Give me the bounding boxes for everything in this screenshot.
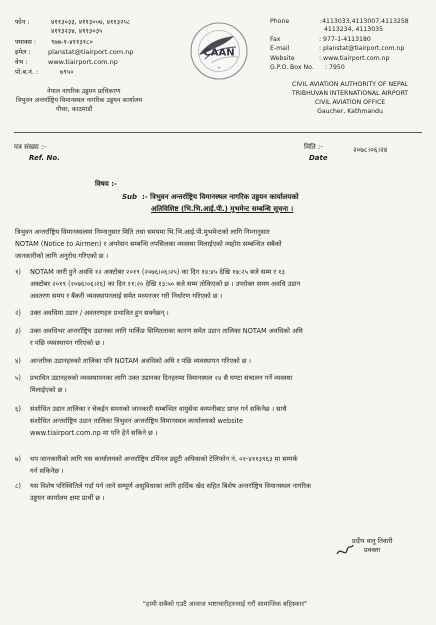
- header-fax: ९७७-१-४११३१८०: [51, 38, 93, 46]
- header-website-en: : www.tiairport.com.np: [319, 55, 390, 62]
- header-phone-en-2: 4113234, 4113035: [324, 26, 384, 33]
- header-phone-2: ४११३२३४, ४११३०३५: [51, 27, 103, 35]
- header-org-en-2: TRIBHUVAN INTERNATIONAL AIRPORT: [291, 90, 409, 97]
- header-org-np-2: त्रिभुवन अन्तर्राष्ट्रिय विमानस्थल नागरिक उड्डयन कार्यालय: [16, 97, 143, 104]
- paragraph-7-line-2: गर्न सकिनेछ ।: [30, 467, 64, 475]
- paragraph-4-number: ४): [15, 357, 22, 365]
- paragraph-6-line-2: संशोधित अन्तर्राष्ट्रिय उडान तालिका त्रिभुवन अन्तर्राष्ट्रिय विमानस्थल कार्यालयको website: [30, 417, 244, 425]
- header-fax-en: : 977-1-4113180: [319, 36, 371, 43]
- header-email-en-label: E-mail: [270, 45, 290, 52]
- paragraph-2-number: २): [15, 309, 22, 317]
- header-org-en-1: CIVIL AVIATION AUTHORITY OF NEPAL: [292, 81, 408, 88]
- signature-name: प्रदीप वानु तिवारी: [352, 537, 393, 545]
- paragraph-5-number: ५): [15, 374, 22, 382]
- header-phone-en-label: Phone: [270, 18, 290, 25]
- patra-sankhya-label: पत्र संख्या :-: [14, 143, 46, 151]
- miti-label: मिति :-: [304, 143, 323, 151]
- paragraph-3-line-2: र पछि व्यवस्थापन गरिएको छ ।: [30, 339, 105, 347]
- header-org-en-3: CIVIL AVIATION OFFICE: [314, 99, 386, 106]
- header-org-en-4: Gaucher, Kathmandu: [317, 108, 383, 115]
- header-org-np-3: गौचर, काठमाडौं: [56, 106, 93, 113]
- signature-title: प्रवक्ता: [364, 546, 381, 554]
- date-value: २०७८।०६।२४: [353, 146, 388, 154]
- svg-text:✈: ✈: [217, 65, 221, 70]
- paragraph-1-line-1: NOTAM जारी हुने अवधि १२ अक्टोबर २०१९ (२०७६।०६।२५) का दिन १४:४५ देखि १७:२५ बजे सम्म र १३: [30, 268, 285, 276]
- date-label: Date: [309, 154, 328, 162]
- header-org-np-1: नेपाल नागरिक उड्डयन प्राधिकरण: [47, 88, 121, 95]
- paragraph-6-line-3: www.tiairport.com.np मा पनि हेर्न सकिने छ ।: [30, 429, 158, 437]
- header-gpo-en: : 7950: [325, 64, 345, 71]
- header-fax-en-label: Fax: [270, 36, 281, 43]
- logo-wordmark: CAAN: [203, 47, 235, 59]
- caan-logo-icon: [188, 20, 250, 82]
- subject-line-2: अतिविशिष्ट (भि.भि.आई.पी.) मुभमेन्ट सम्बन्धि सूचना ।: [151, 205, 294, 213]
- signature-block: [352, 537, 393, 555]
- subject-label-np: विषय :-: [95, 180, 117, 188]
- header-divider: [14, 132, 422, 133]
- paragraph-3-number: ३): [15, 327, 22, 335]
- intro-line-3: जानकारीको लागि अनुरोध गरिएको छ ।: [15, 252, 109, 260]
- paragraph-6-number: ६): [15, 405, 22, 413]
- header-phone-en-1: :4113033,4113007,4113258: [320, 18, 409, 25]
- paragraph-3-line-1: उक्त अवधिभर अन्तर्राष्ट्रिय उडानका लागि पार्किङ सिमितताका कारण समेत उडान तालिका NOTAM अवधिको अघि: [30, 327, 303, 335]
- paragraph-6-line-1: संशोधित उडान तालिका र चेकईन समयको जानकारी सम्बन्धित वायुसेवा कम्पनीबाट प्राप्त गर्न सकिनेछ । साथै: [30, 405, 287, 413]
- paragraph-5-line-2: मिलाईएको छ ।: [30, 386, 67, 394]
- paragraph-1-line-3: अवतरण समय र बैंकरी व्यवस्थापनलाई समेत मध्यनजर गरी निर्धारण गरिएको छ ।: [30, 292, 223, 300]
- paragraph-4-line-1: आन्तरिक उडानहरुको तालिका पनि NOTAM अवधिको अघि र पछि व्यवस्थापन गरिएको छ ।: [30, 357, 252, 365]
- paragraph-2-line-1: उक्त अवधिमा उडान / अवतरणहरु प्रभावित हुन सक्नेछन् ।: [30, 309, 169, 317]
- header-pobox: ७९५०: [60, 68, 74, 76]
- paragraph-8-number: ८): [15, 482, 22, 490]
- subject-label-en: Sub: [122, 193, 138, 201]
- header-email-label: इमेल :: [15, 48, 31, 56]
- header-gpo-en-label: G.P.O. Box No.: [270, 64, 314, 71]
- header-web: www.tiairport.com.np: [48, 58, 118, 66]
- intro-line-1: त्रिभुवन अन्तर्राष्ट्रिय विमानस्थलमा निम्नानुसार मिति तथा समयमा भि.भि.आई.पी.मुभमेन्टको लागि निम्नानुसार: [15, 228, 270, 236]
- paragraph-7-number: ७): [15, 455, 22, 463]
- ref-no-label: Ref. No.: [29, 154, 60, 162]
- header-website-en-label: Website: [270, 55, 295, 62]
- header-fax-label: फ्याक्स :: [15, 38, 37, 46]
- paragraph-8-line-2: उड्डयन कार्यालय क्षमा प्रार्थी छ ।: [30, 494, 105, 502]
- header-web-label: वेभ :: [15, 58, 28, 66]
- header-email: planstat@tiairport.com.np: [48, 48, 134, 56]
- subject-line-1: :- त्रिभुवन अन्तर्राष्ट्रिय विमानस्थल नागरिक उड्डयन कार्यालयको: [142, 193, 299, 201]
- intro-line-2: NOTAM (Notice to Airmen) र अपरेसन सम्बन्धि तपसिलका व्यवस्था मिलाईएको व्यहोरा सम्बन्धित सबैको: [15, 240, 282, 248]
- header-phone-1: ४११३०३३, ४११३००७, ४११३२५८: [51, 18, 131, 26]
- paragraph-7-line-1: थप जानकारीको लागि यस कार्यालयको अन्तर्राष्ट्रिय टर्मिनल ड्युटी अफिसको टेलिफोन नं. ०१-४११३९६३ मा सम्पर्क: [30, 455, 298, 463]
- paragraph-1-number: १): [15, 268, 22, 276]
- paragraph-5-line-1: प्रभावित उडानहरुको व्यवस्थापनका लागि उक्त उडानका दिनहरुमा विमानस्थल २४ सै घण्टा संचालन गर्ने व्यवस्था: [30, 374, 293, 382]
- header-phone-label: फोन :: [15, 18, 30, 26]
- header-email-en: : planstat@tiairport.com.np: [319, 45, 405, 52]
- footer-slogan: "हामी सबैको एउटै आवाज भष्टाचारीहरुलाई गरौं सामाजिक बहिस्कार": [142, 600, 308, 608]
- paragraph-8-line-1: यस विशेष परिस्थितिले गर्दा पर्न जाने सम्पूर्ण असुविधाका लागि हार्दिक खेद सहित बिशेष अन्तर्राष्ट्रिय विमानस्थल नागरिक: [30, 482, 312, 490]
- header-pobox-label: पो.ब.नं. :: [15, 68, 39, 76]
- paragraph-1-line-2: अक्टोबर २०१९ (२०७६।०६।२६) का दिन ११:२० देखि १३:५० बजे सम्म तोकिएको छ । उपरोक्त समय अवधि उडान: [30, 280, 301, 288]
